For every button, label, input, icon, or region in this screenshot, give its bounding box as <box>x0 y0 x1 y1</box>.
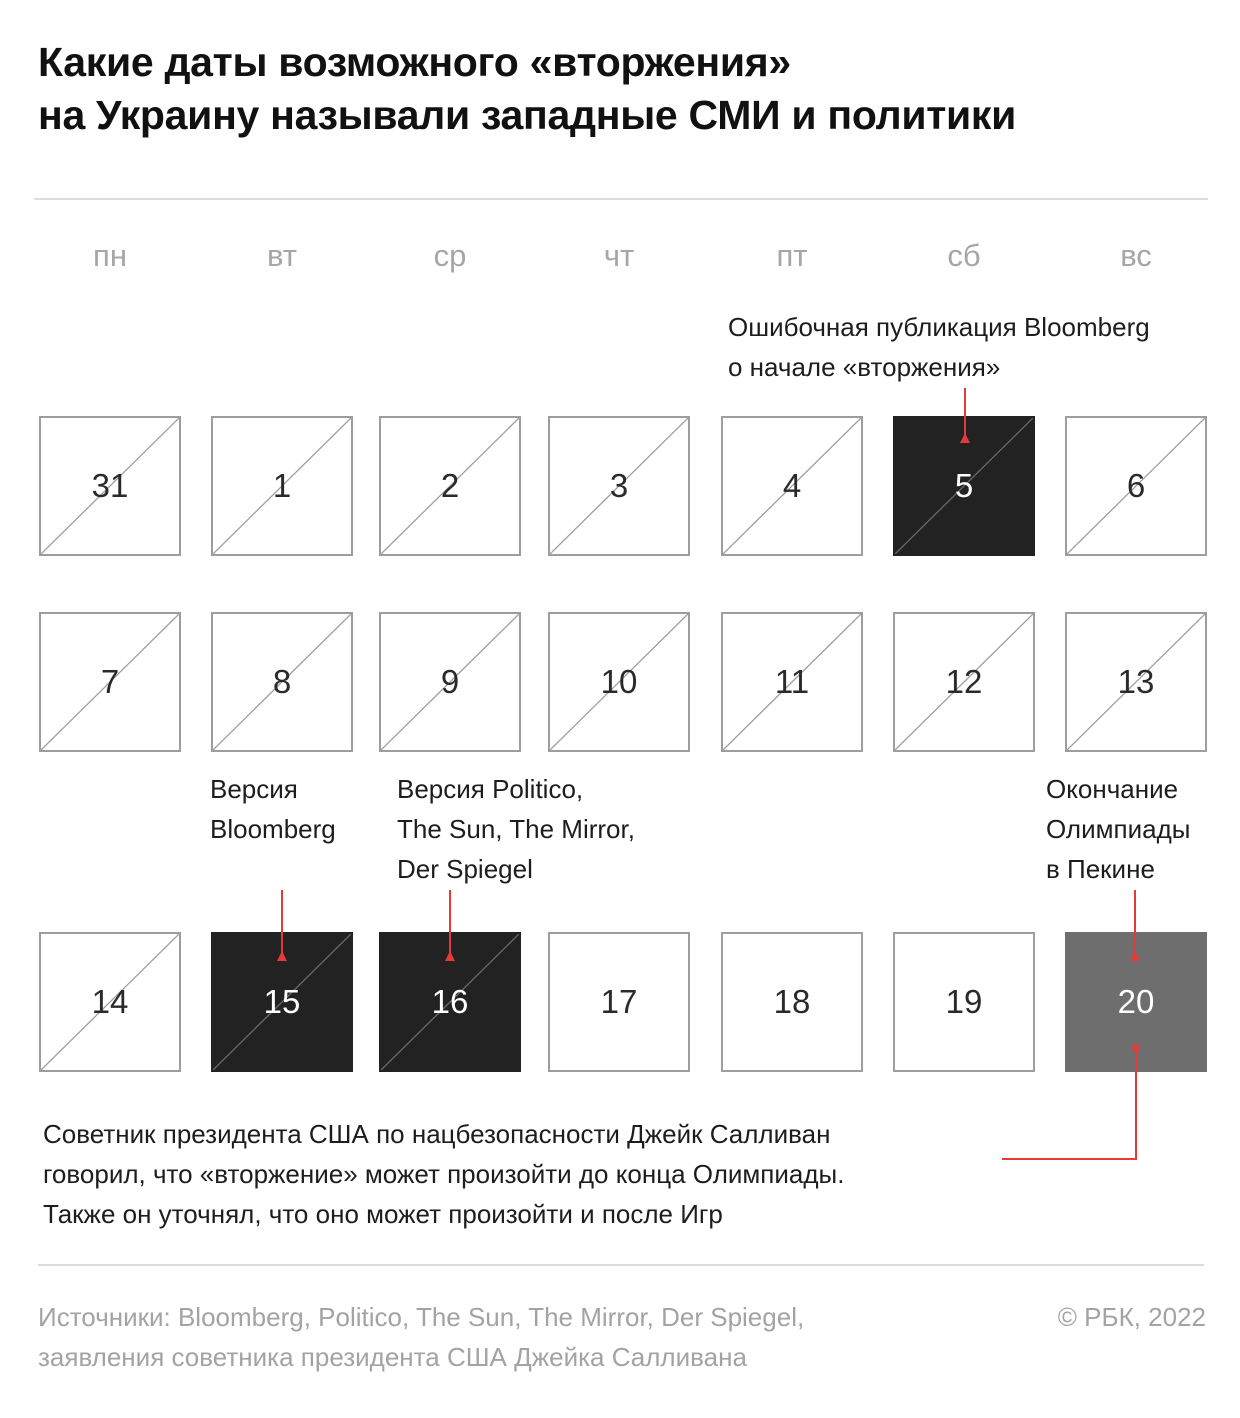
day-number: 19 <box>945 983 983 1020</box>
calendar-day-17 <box>548 932 690 1072</box>
chart-title-line-2: на Украину называли западные СМИ и политики <box>38 92 1017 138</box>
note-politico-version-line-2: The Sun, The Mirror, <box>397 814 635 844</box>
calendar-day-6 <box>1065 416 1207 556</box>
day-number: 14 <box>91 983 129 1020</box>
day-number: 1 <box>272 467 292 504</box>
note-bloomberg-error <box>728 307 1150 387</box>
day-number: 4 <box>782 467 802 504</box>
calendar-day-16 <box>379 932 521 1072</box>
day-number: 16 <box>431 983 469 1020</box>
calendar-day-10 <box>548 612 690 752</box>
note-olympics-end <box>1046 769 1190 889</box>
sources-note <box>38 1297 804 1377</box>
calendar-day-20 <box>1065 932 1207 1072</box>
calendar-day-13 <box>1065 612 1207 752</box>
calendar-day-5 <box>893 416 1035 556</box>
day-number: 3 <box>609 467 629 504</box>
calendar-day-9 <box>379 612 521 752</box>
calendar-day-11 <box>721 612 863 752</box>
chart-title <box>38 36 1218 142</box>
day-number: 15 <box>263 983 301 1020</box>
note-politico-version <box>397 769 635 889</box>
calendar-day-4 <box>721 416 863 556</box>
note-bloomberg-error-line-2: о начале «вторжения» <box>728 352 1001 382</box>
calendar-day-1 <box>211 416 353 556</box>
calendar-day-15 <box>211 932 353 1072</box>
note-sullivan-line-1: Советник президента США по нацбезопасности Джейк Салливан <box>43 1119 831 1149</box>
calendar-day-14 <box>39 932 181 1072</box>
note-sullivan-line-2: говорил, что «вторжение» может произойти до конца Олимпиады. <box>43 1159 845 1189</box>
day-number: 5 <box>954 467 974 504</box>
note-sullivan-line-3: Также он уточнял, что оно может произойти и после Игр <box>43 1199 723 1229</box>
calendar-day-19 <box>893 932 1035 1072</box>
note-bloomberg-version <box>210 769 336 849</box>
weekday-label: сб <box>947 238 981 273</box>
weekday-label: ср <box>433 238 467 273</box>
note-bloomberg-error-line-1: Ошибочная публикация Bloomberg <box>728 312 1150 342</box>
sources-line-1: Источники: Bloomberg, Politico, The Sun, The Mirror, Der Spiegel, <box>38 1302 805 1332</box>
note-sullivan <box>43 1114 844 1234</box>
weekday-label: чт <box>603 238 635 273</box>
calendar-day-3 <box>548 416 690 556</box>
day-number: 11 <box>774 663 810 700</box>
note-politico-version-line-1: Версия Politico, <box>397 774 584 804</box>
calendar-day-2 <box>379 416 521 556</box>
bottom-divider <box>38 1264 1204 1266</box>
day-number: 7 <box>100 663 120 700</box>
day-number: 10 <box>600 663 638 700</box>
calendar-day-18 <box>721 932 863 1072</box>
day-number: 18 <box>773 983 811 1020</box>
weekday-label: вт <box>267 238 297 273</box>
calendar-day-8 <box>211 612 353 752</box>
day-number: 31 <box>91 467 129 504</box>
day-number: 6 <box>1126 467 1146 504</box>
day-number: 9 <box>440 663 460 700</box>
weekday-label: пн <box>93 238 127 273</box>
top-divider <box>34 198 1208 200</box>
day-number: 8 <box>272 663 292 700</box>
note-olympics-end-line-3: в Пекине <box>1046 854 1155 884</box>
weekday-label: вс <box>1120 238 1152 273</box>
day-number: 17 <box>600 983 638 1020</box>
chart-title-line-1: Какие даты возможного «вторжения» <box>38 39 791 85</box>
note-olympics-end-line-1: Окончание <box>1046 774 1179 804</box>
calendar-day-12 <box>893 612 1035 752</box>
calendar-day-31 <box>39 416 181 556</box>
weekday-label: пт <box>776 238 808 273</box>
calendar-day-7 <box>39 612 181 752</box>
note-olympics-end-line-2: Олимпиады <box>1046 814 1191 844</box>
note-bloomberg-version-line-1: Версия <box>210 774 298 804</box>
copyright: © РБК, 2022 <box>1057 1302 1206 1332</box>
day-number: 2 <box>440 467 460 504</box>
day-number: 13 <box>1117 663 1155 700</box>
day-number: 12 <box>945 663 983 700</box>
note-bloomberg-version-line-2: Bloomberg <box>210 814 336 844</box>
day-number: 20 <box>1117 983 1155 1020</box>
sources-line-2: заявления советника президента США Джейка Салливана <box>38 1342 747 1372</box>
note-politico-version-line-3: Der Spiegel <box>397 854 533 884</box>
